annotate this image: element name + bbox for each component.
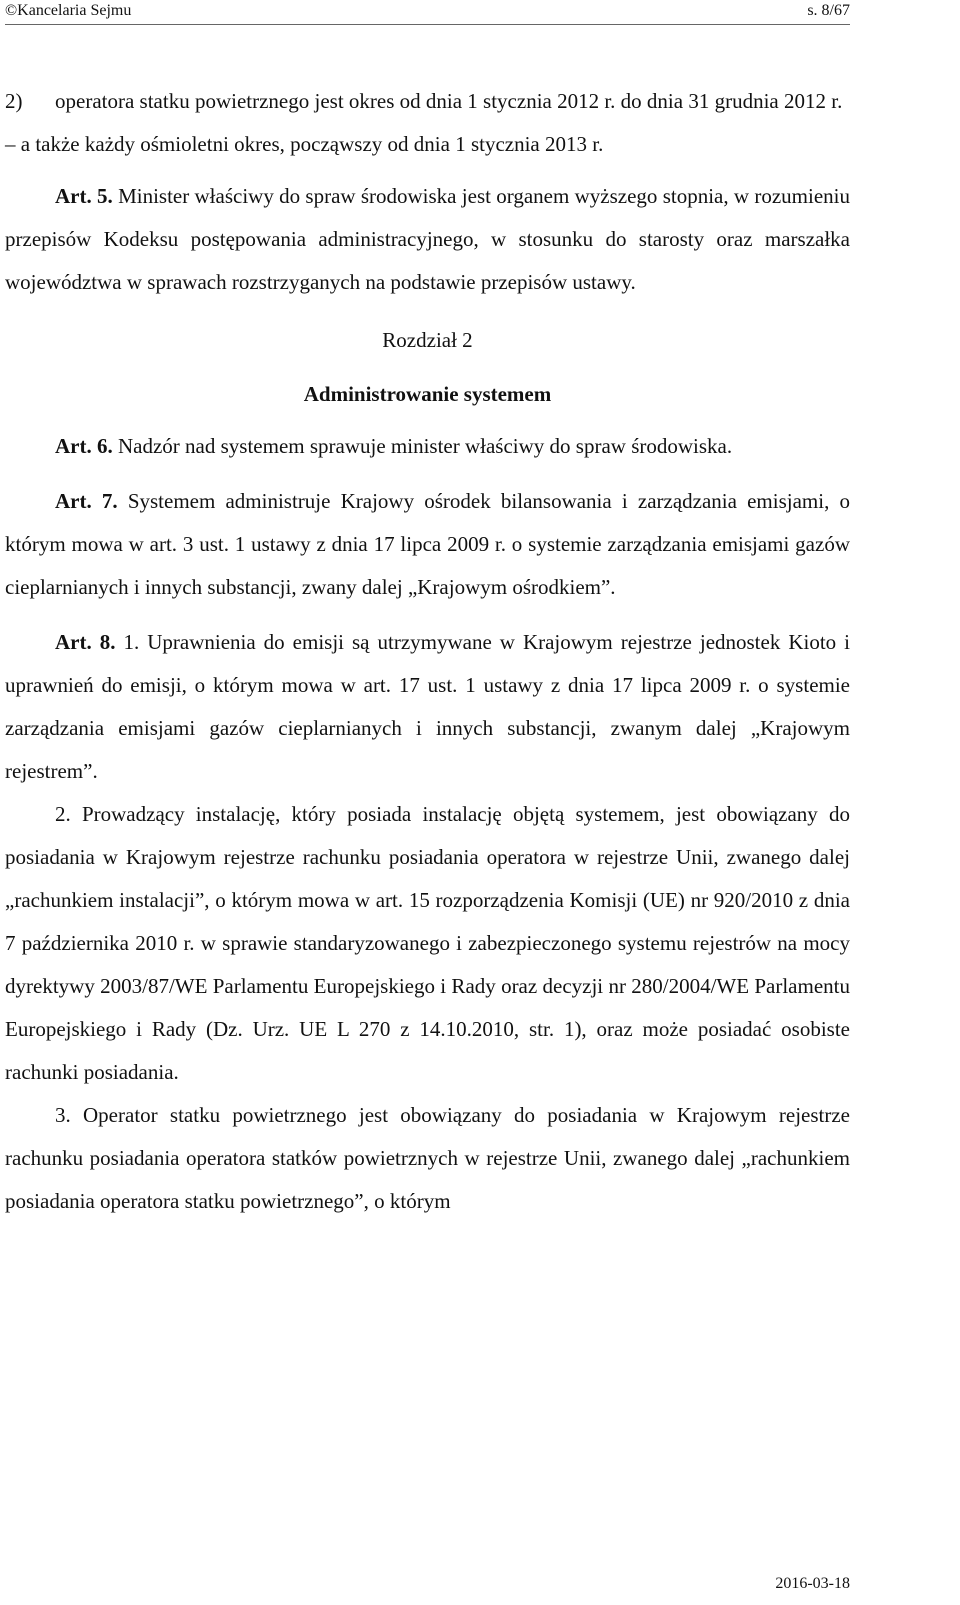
article-7-text: Systemem administruje Krajowy ośrodek bilansowania i zarządzania emisjami, o którym mowa w art. 3 ust. 1 ustawy z dnia 17 lipca 2009 r. o systemie zarządzania emisjami gazów cieplarnianych i innych substancji, zwany dalej „Krajowym ośrodkiem”.: [5, 489, 851, 599]
page-header: [5, 0, 850, 22]
article-5-label: Art. 5.: [55, 184, 113, 208]
header-page-number: s. 8/67: [807, 2, 850, 19]
article-6-label: Art. 6.: [55, 434, 113, 458]
article-8-para-1: [5, 621, 850, 793]
chapter-title: Administrowanie systemem: [303, 382, 552, 406]
article-5-text: Minister właściwy do spraw środowiska jest organem wyższego stopnia, w rozumieniu przepisów Kodeksu postępowania administracyjnego, w stosunku do starosty oraz marszałka województwa w sprawach rozstrzyganych na podstawie przepisów ustawy.: [5, 184, 851, 294]
article-8-para-3: 3. Operator statku powietrznego jest obowiązany do posiadania w Krajowym rejestrze rachunku posiadania operatora statków powietrznych w rejestrze Unii, zwanego dalej „rachunkiem posiadania operatora statku powietrznego”, o którym: [5, 1103, 850, 1213]
article-7: [5, 480, 850, 609]
list-item-number: 2): [5, 89, 23, 113]
article-7-label: Art. 7.: [55, 489, 118, 513]
document-body: [5, 80, 850, 1223]
article-8-para-2: 2. Prowadzący instalację, który posiada instalację objętą systemem, jest obowiązany do posiadania w Krajowym rejestrze rachunku posiadania operatora w rejestrze Unii, zwanego dalej „rachunkiem instalacji”, o którym mowa w art. 15 rozporządzenia Komisji (UE) nr 920/2010 z dnia 7 października 2010 r. w sprawie standaryzowanego i zabezpieczonego systemu rejestrów na mocy dyrektywy 2003/87/WE Parlamentu Europejskiego i Rady oraz decyzji nr 280/2004/WE Parlamentu Europejskiego i Rady (Dz. Urz. UE L 270 z 14.10.2010, str. 1), oraz może posiadać osobiste rachunki posiadania.: [5, 802, 850, 1084]
list-item-2: [5, 80, 850, 123]
article-6: [5, 425, 850, 468]
article-6-text: Nadzór nad systemem sprawuje minister właściwy do spraw środowiska.: [112, 434, 733, 458]
article-8-para-1-text: 1. Uprawnienia do emisji są utrzymywane w Krajowym rejestrze jednostek Kioto i uprawnień do emisji, o którym mowa w art. 17 ust. 1 ustawy z dnia 17 lipca 2009 r. o systemie zarządzania emisjami gazów cieplarnianych i innych substancji, zwanym dalej „Krajowym rejestrem”.: [5, 630, 851, 783]
dash-line: – a także każdy ośmioletni okres, począwszy od dnia 1 stycznia 2013 r.: [5, 132, 604, 156]
page-footer-date: 2016-03-18: [775, 1575, 850, 1592]
chapter-number: Rozdział 2: [382, 328, 473, 352]
header-source: ©Kancelaria Sejmu: [5, 2, 132, 19]
article-5: [5, 175, 850, 304]
list-item-text: operatora statku powietrznego jest okres od dnia 1 stycznia 2012 r. do dnia 31 grudnia 2012 r.: [55, 89, 843, 113]
header-divider: [5, 24, 850, 25]
article-8-label: Art. 8.: [55, 630, 116, 654]
